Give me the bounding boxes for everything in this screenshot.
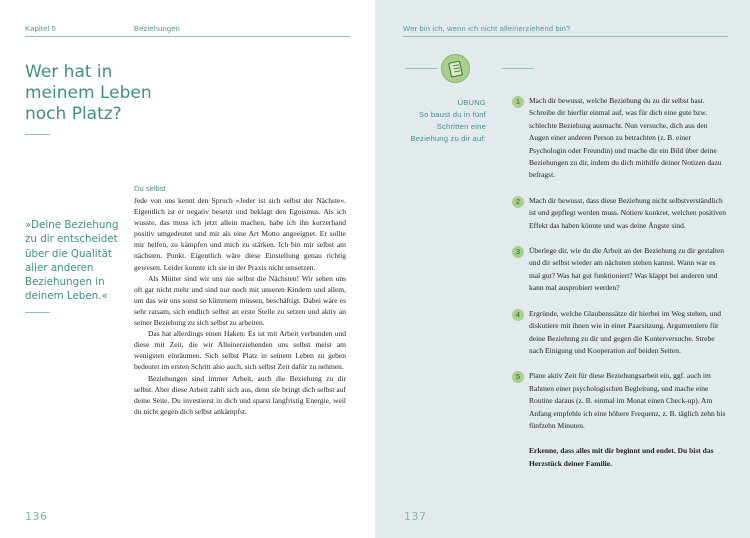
running-head-rule — [25, 36, 350, 37]
step-item — [512, 245, 727, 295]
step-item — [512, 370, 727, 432]
exercise-steps — [512, 95, 727, 470]
page-number: 137 — [404, 510, 427, 523]
section-heading: Du selbst — [134, 184, 166, 193]
icon-rule-left — [405, 68, 437, 69]
pull-quote: »Deine Beziehung zu dir entscheidet über die Qualität aller anderen Beziehungen in deinem Leben.« — [25, 219, 119, 303]
step-number-badge: 1 — [512, 96, 524, 108]
running-head-title: Beziehungen — [134, 24, 180, 33]
icon-rule-right — [502, 68, 534, 69]
step-text: Mach dir bewusst, dass diese Beziehung nicht selbstverständlich ist und gepflegt werden muss. Notiere konkret, welchen positiven Effekt das haben könnte und was deine Ängste sind. — [529, 195, 727, 230]
step-number-badge: 2 — [512, 196, 524, 208]
step-item — [512, 308, 727, 358]
exercise-label-title: ÜBUNG — [457, 98, 486, 107]
exercise-label — [400, 97, 486, 145]
step-text: Mach dir bewusst, welche Beziehung du zu dir selbst hast. Schreibe dir hierfür einmal auf, was für dich eine gute bzw. schlechte Beziehung ausmacht. Nun versuche, dich aus den Augen einer anderen Person zu betrachten (z. B. einer Psychologin oder Freundin) und mache dir ein Bild über deine Beziehungen zu dir, indem du dich mithilfe deiner Notizen dazu befragst. — [529, 96, 722, 180]
running-head-rule — [403, 36, 728, 37]
step-text: Überlege dir, wie du die Arbeit an der Beziehung zu dir gestalten und dir selbst wieder am nächsten stehen kannst. Wann war es mal gut? Was hat gut funktioniert? Was klappt bei anderen und kann mal ausprobiert werden? — [529, 246, 725, 293]
paragraph: Jede von uns kennt den Spruch »Jeder ist sich selbst der Nächste«. Eigentlich ist er negativ besetzt und beklagt den Egoismus. Als ich wusste, das muss ich jetzt allein machen, habe ich ihn kurzerhand positiv umgedeutet und mir als eine Art Motto angeeignet. Er sollte mir helfen, zu kämpfen und mich zu stärken. Ich bin mir selbst am nächsten. Punkt. Eigentlich wäre diese Einstellung genau richtig gewesen. Leider konnte ich sie in der Praxis nicht umsetzen. — [134, 196, 346, 272]
title-rule — [25, 134, 50, 135]
step-text: Ergründe, welche Glaubenssätze dir hierbei im Weg stehen, und diskutiere mit ihnen wie in einer Paarsitzung. Argumentiere für deine Beziehung zu dir und gegen die Konterversuche. Strebe nach Einigung und Kooperation auf beiden Seiten. — [529, 308, 721, 355]
running-head-chapter: Kapitel 5 — [25, 24, 56, 33]
chapter-title: Wer hat in meinem Leben noch Platz? — [25, 62, 152, 124]
page-number: 136 — [25, 510, 48, 523]
step-item — [512, 95, 727, 182]
step-item — [512, 195, 727, 232]
paragraph: Als Mütter sind wir uns nie selbst die Nächsten! Wir sehen uns oft gar nicht mehr und sind nur noch mit unseren Kindern und allem, um das wir uns sonst so kümmern müssen, beschäftigt. Dabei wäre es sehr ratsam, sich endlich selbst an erste Stelle zu setzen und aktiv an seiner Beziehung zu sich selbst zu arbeiten. — [134, 273, 346, 328]
paragraph: Das hat allerdings einen Haken: Es ist mit Arbeit verbunden und diese mit Zeit, die wir Alleinerziehenden uns selbst meist am wenigsten einräumen. Sich selbst Platz in seinem Leben zu geben bedeutet im ersten Schritt also auch, sich selbst Zeit dafür zu nehmen. — [134, 329, 346, 372]
closing-statement: Erkenne, dass alles mit dir beginnt und endet. Du bist das Herzstück deiner Familie. — [529, 446, 714, 468]
exercise-subtitle: So baust du in fünf Schritten eine Beziehung zu dir auf: — [410, 110, 486, 144]
quote-rule — [25, 312, 50, 313]
running-head-title: Wer bin ich, wenn ich nicht alleinerziehend bin? — [403, 24, 571, 33]
step-number-badge: 3 — [512, 246, 524, 258]
body-text — [134, 195, 346, 417]
notebook-icon — [441, 54, 470, 83]
step-number-badge: 4 — [512, 309, 524, 321]
step-text: Plane aktiv Zeit für diese Beziehungsarbeit ein, ggf. auch im Rahmen einer psychologischen Begleitung, und mache eine Routine daraus (z. B. einmal im Monat einen Check-up). Am Anfang empfehle ich eine höhere Frequenz, z. B. täglich zehn bis fünfzehn Minuten. — [529, 371, 726, 430]
paragraph: Beziehungen sind immer Arbeit, auch die Beziehung zu dir selbst. Aber diese Arbeit zahlt sich aus, denn sie bringt dich selbst auf deine Seite. Du investierst in dich und sparst langfristig Energie, weil du nicht gegen dich selbst ankämpfst. — [134, 373, 346, 416]
step-number-badge: 5 — [512, 371, 524, 383]
